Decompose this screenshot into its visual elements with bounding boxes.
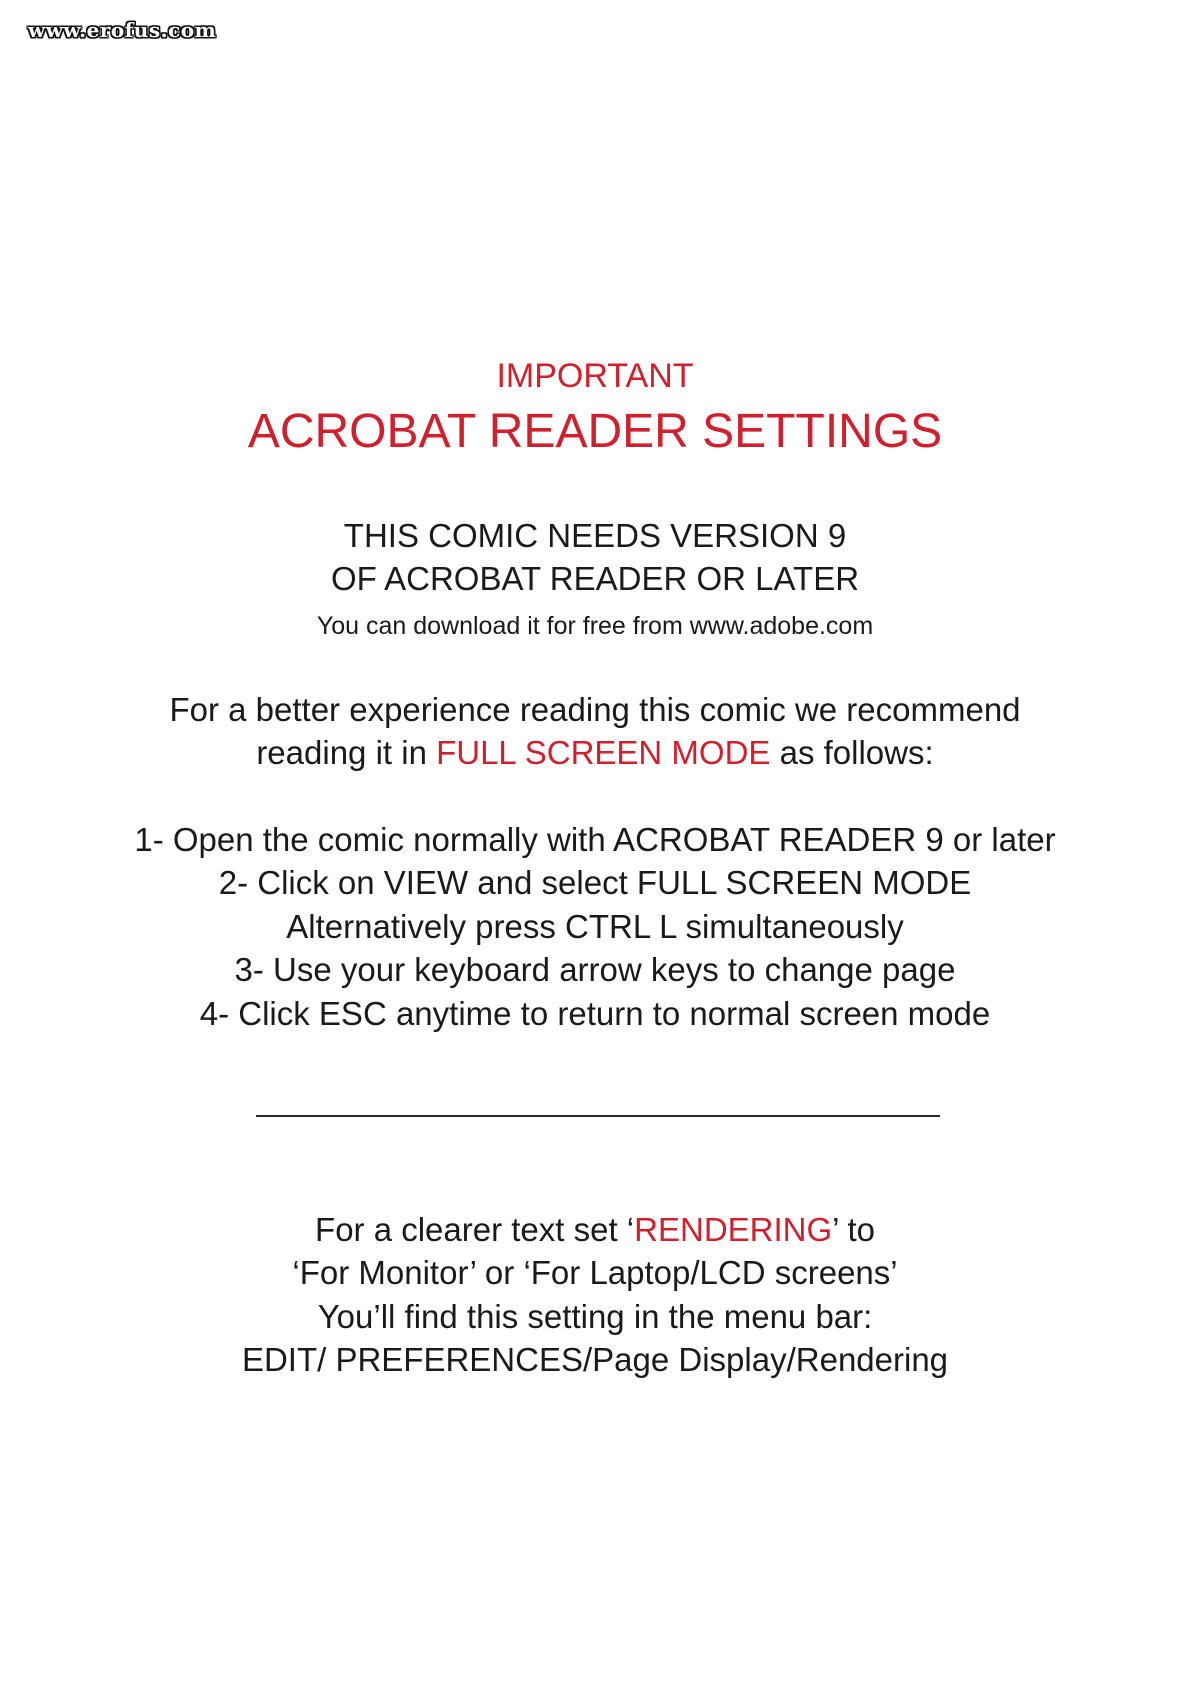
recommendation-line-1: For a better experience reading this comic we recommend <box>169 691 1021 728</box>
rendering-highlight: RENDERING <box>634 1211 833 1248</box>
rendering-line-2: ‘For Monitor’ or ‘For Laptop/LCD screens’ <box>292 1254 898 1291</box>
recommendation-prefix: reading it in <box>256 734 437 771</box>
recommendation-line-2 <box>0 733 1190 773</box>
site-watermark: www.erofus.com <box>28 18 217 42</box>
rendering-prefix: For a clearer text set ‘ <box>315 1211 635 1248</box>
step-2: 2- Click on VIEW and select FULL SCREEN MODE <box>218 864 972 901</box>
recommendation-suffix: as follows: <box>770 734 934 771</box>
rendering-line-3: You’ll find this setting in the menu bar: <box>317 1298 873 1335</box>
rendering-line-1 <box>0 1210 1190 1250</box>
step-4: 4- Click ESC anytime to return to normal screen mode <box>199 995 991 1032</box>
section-divider <box>256 1115 940 1117</box>
download-note: You can download it for free from www.adobe.com <box>316 612 874 640</box>
requirement-line-1: THIS COMIC NEEDS VERSION 9 <box>343 517 847 554</box>
rendering-suffix: ’ to <box>832 1211 875 1248</box>
rendering-line-4: EDIT/ PREFERENCES/Page Display/Rendering <box>241 1341 949 1378</box>
step-3: 3- Use your keyboard arrow keys to change page <box>234 951 956 988</box>
full-screen-mode-highlight: FULL SCREEN MODE <box>436 734 771 771</box>
requirement-line-2: OF ACROBAT READER OR LATER <box>330 560 860 597</box>
step-2-alternative: Alternatively press CTRL L simultaneously <box>286 908 904 945</box>
step-1: 1- Open the comic normally with ACROBAT READER 9 or later <box>134 821 1056 858</box>
important-heading: IMPORTANT <box>496 357 694 395</box>
page-title: ACROBAT READER SETTINGS <box>247 405 943 458</box>
